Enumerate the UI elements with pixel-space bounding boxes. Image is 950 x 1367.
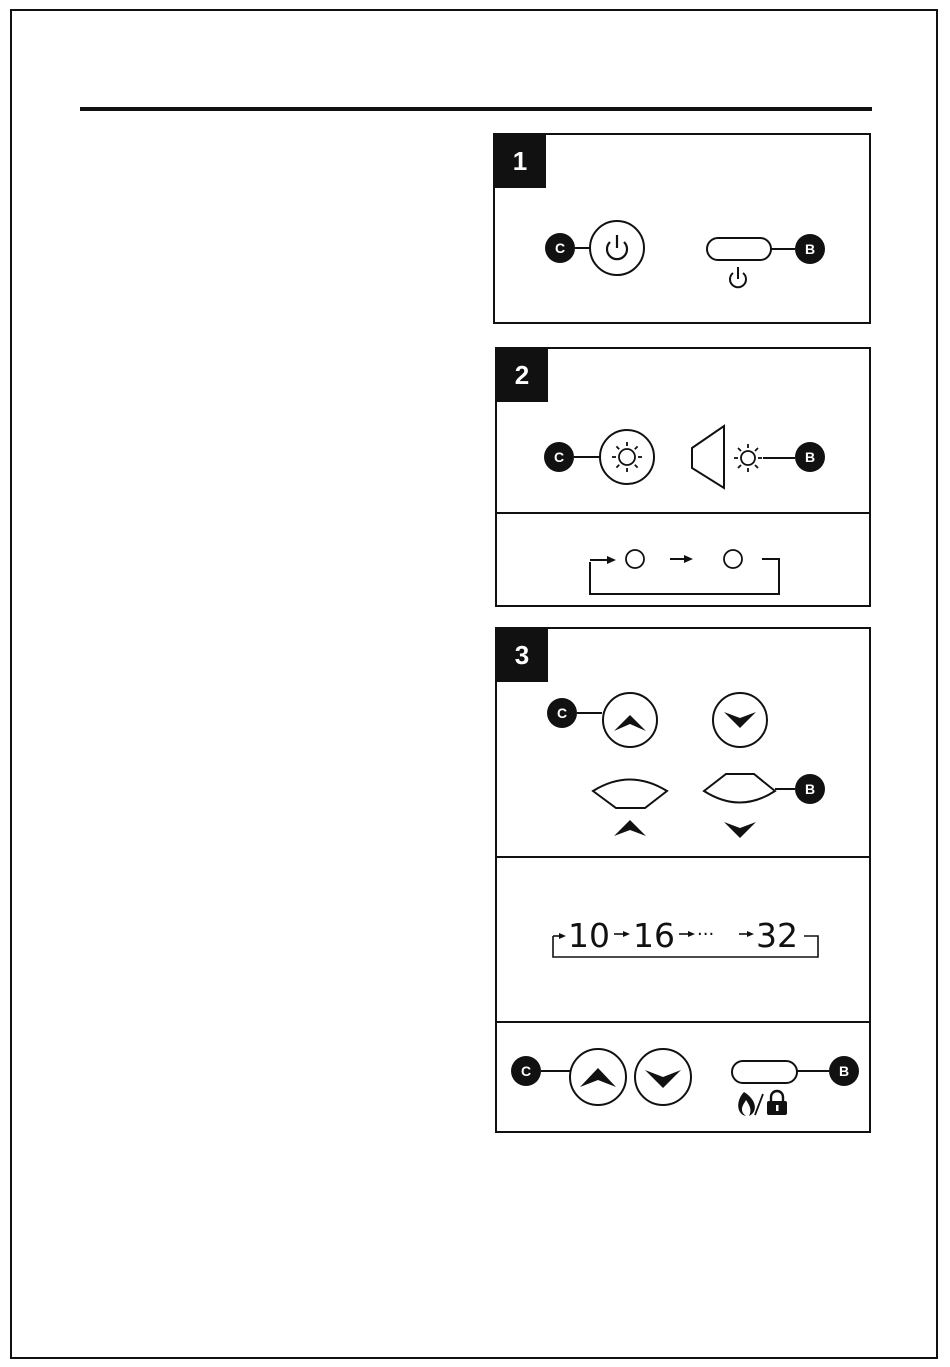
svg-text:C: C xyxy=(556,705,568,721)
label-b-badge xyxy=(763,442,825,472)
label-c-badge xyxy=(547,698,602,728)
brightness-cycle-diagram xyxy=(590,550,779,594)
panel-number: 3 xyxy=(496,628,548,682)
appliance-down-button[interactable] xyxy=(704,774,775,803)
remote-up-button[interactable] xyxy=(570,1049,626,1105)
svg-text:B: B xyxy=(804,781,816,797)
panel-number: 2 xyxy=(496,348,548,402)
label-b-badge xyxy=(775,774,825,804)
panel-2-art xyxy=(497,349,873,609)
temperature-start-value: 10 xyxy=(568,916,610,955)
remote-down-button[interactable] xyxy=(713,693,767,747)
remote-brightness-button[interactable] xyxy=(600,430,654,484)
remote-power-button[interactable] xyxy=(590,221,644,275)
svg-text:C: C xyxy=(553,449,565,465)
remote-up-button[interactable] xyxy=(603,693,657,747)
temperature-second-value: 16 xyxy=(633,916,675,955)
label-c-badge xyxy=(511,1056,570,1086)
brightness-level-indicator xyxy=(724,550,742,568)
temperature-cycle-diagram xyxy=(553,916,818,957)
lock-icon xyxy=(767,1091,787,1115)
svg-text:C: C xyxy=(520,1063,532,1079)
label-c-text: C xyxy=(554,240,566,256)
appliance-brightness-button[interactable] xyxy=(692,426,724,488)
flame-icon xyxy=(738,1092,755,1116)
panel-3 xyxy=(495,627,871,1133)
label-b-badge xyxy=(797,1056,859,1086)
temperature-ellipsis: ··· xyxy=(697,924,715,945)
appliance-power-button[interactable] xyxy=(707,238,771,260)
brightness-level-indicator xyxy=(626,550,644,568)
temperature-end-value: 32 xyxy=(756,916,798,955)
remote-down-button[interactable] xyxy=(635,1049,691,1105)
panel-3-art xyxy=(497,629,873,1135)
appliance-flame-lock-button[interactable] xyxy=(732,1061,797,1083)
label-c-badge xyxy=(545,233,590,263)
panel-number: 1 xyxy=(494,134,546,188)
panel-2 xyxy=(495,347,871,607)
sun-icon xyxy=(734,444,762,472)
chevron-down-icon xyxy=(724,822,756,838)
svg-text:B: B xyxy=(838,1063,850,1079)
slash-separator xyxy=(755,1094,763,1115)
label-b-badge xyxy=(771,234,825,264)
power-icon xyxy=(730,267,746,287)
appliance-up-button[interactable] xyxy=(593,780,667,809)
chevron-up-icon xyxy=(614,820,646,836)
panel-1-art xyxy=(495,135,873,326)
label-c-badge xyxy=(544,442,600,472)
svg-text:B: B xyxy=(804,449,816,465)
panel-1 xyxy=(493,133,871,324)
header-rule xyxy=(80,107,872,111)
label-b-text: B xyxy=(804,241,816,257)
